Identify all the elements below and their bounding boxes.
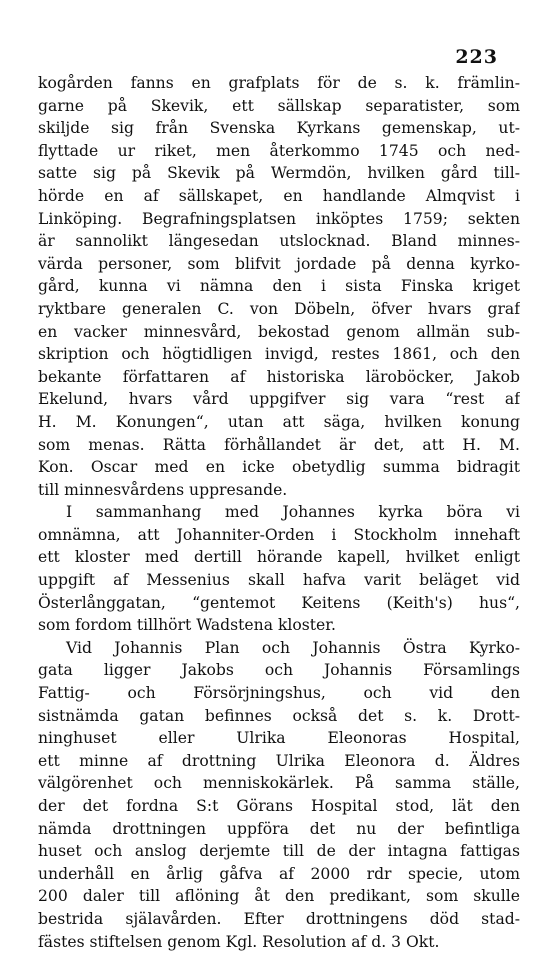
text-line: bekante författaren af historiska läroböcker, Jakob: [38, 367, 520, 386]
text-line: der det fordna S:t Görans Hospital stod, lät den: [38, 797, 520, 815]
text-line: som fordom tillhört Wadstena kloster.: [38, 616, 336, 635]
text-line: sistnämda gatan befinnes också det s. k. Drott-: [38, 706, 520, 725]
text-line: bestrida själavården. Efter drottningens död stad-: [38, 909, 520, 928]
page-number: 223: [455, 46, 498, 68]
text-line: som menas. Rätta förhållandet är det, att H. M.: [38, 435, 520, 454]
text-line: välgörenhet och menniskokärlek. På samma ställe,: [38, 774, 520, 793]
text-line: skription och högtidligen invigd, restes 1861, och den: [38, 345, 520, 364]
text-line: hörde en af sällskapet, en handlande Almqvist i: [38, 186, 520, 205]
text-line: fästes stiftelsen genom Kgl. Resolution af d. 3 Okt.: [38, 932, 440, 951]
text-line: 200 daler till aflöning åt den predikant, som skulle: [38, 887, 520, 906]
text-line: värda personer, som blifvit jordade på denna kyrko-: [38, 254, 520, 273]
text-line: Kon. Oscar med en icke obetydlig summa bidragit: [38, 458, 520, 477]
text-line: är sannolikt längesedan utslocknad. Bland minnes-: [38, 232, 520, 251]
text-line: Fattig- och Försörjningshus, och vid den: [38, 684, 520, 703]
text-line: ett kloster med dertill hörande kapell, hvilket enligt: [38, 548, 520, 567]
text-line: I sammanhang med Johannes kyrka böra vi: [66, 503, 520, 522]
text-line: satte sig på Skevik på Wermdön, hvilken gård till-: [38, 164, 520, 183]
text-line: nämda drottningen uppföra det nu der befintliga: [38, 819, 520, 838]
text-line: en vacker minnesvård, bekostad genom allmän sub-: [38, 322, 520, 341]
text-line: ninghuset eller Ulrika Eleonoras Hospital,: [38, 729, 520, 748]
text-line: Österlånggatan, “gentemot Keitens (Keith's) hus“,: [38, 593, 520, 612]
text-line: skiljde sig från Svenska Kyrkans gemenskap, ut-: [38, 119, 520, 138]
text-line: uppgift af Messenius skall hafva varit beläget vid: [38, 571, 520, 590]
body-text: [38, 72, 520, 953]
text-line: ryktbare generalen C. von Döbeln, öfver hvars graf: [38, 299, 520, 318]
text-line: gata ligger Jakobs och Johannis Församlings: [38, 661, 520, 680]
text-line: kogården fanns en grafplats för de s. k. främlin-: [38, 74, 520, 92]
text-line: Linköping. Begrafningsplatsen inköptes 1759; sekten: [38, 209, 520, 228]
text-line: underhåll en årlig gåfva af 2000 rdr specie, utom: [38, 864, 520, 883]
text-line: omnämna, att Johanniter-Orden i Stockholm innehaft: [38, 525, 520, 544]
text-line: Vid Johannis Plan och Johannis Östra Kyrko-: [66, 638, 520, 657]
text-line: H. M. Konungen“, utan att säga, hvilken konung: [38, 412, 520, 431]
text-line: Ekelund, hvars vård uppgifver sig vara “rest af: [38, 390, 520, 409]
text-line: till minnesvårdens uppresande.: [38, 480, 288, 499]
text-line: huset och anslog derjemte till de der intagna fattigas: [38, 842, 520, 861]
text-line: garne på Skevik, ett sällskap separatister, som: [38, 96, 520, 115]
text-line: ett minne af drottning Ulrika Eleonora d. Äldres: [38, 751, 520, 770]
text-line: gård, kunna vi nämna den i sista Finska kriget: [38, 277, 520, 296]
text-line: flyttade ur riket, men återkommo 1745 och ned-: [38, 141, 520, 160]
